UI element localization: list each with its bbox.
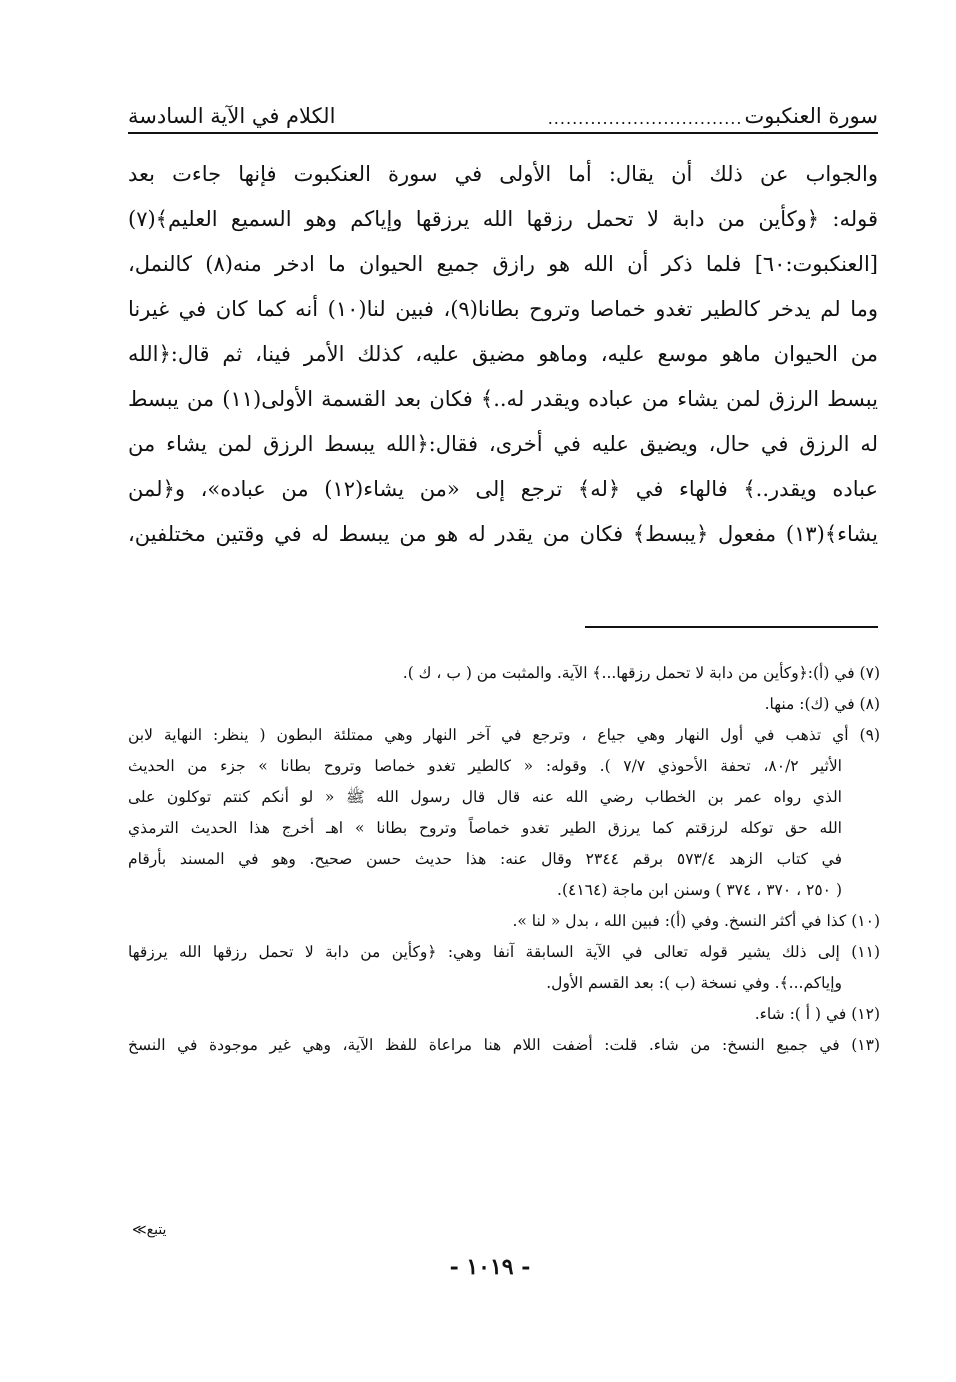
header-dot-leader: ................................: [547, 109, 743, 128]
running-header: [128, 92, 878, 134]
footnote-separator: [585, 626, 878, 628]
continued-marker: يتبع≫: [132, 1222, 167, 1238]
footnotes: [128, 658, 880, 1188]
footnote-line: (١٣) في جميع النسخ: من شاء. قلت: أضفت اللام هنا مراعاة للفظ الآية، وهي غير موجودة في النسخ: [128, 1036, 880, 1054]
footnote-line: وإياكم...﴾. وفي نسخة (ب ): بعد القسم الأول.: [546, 974, 842, 992]
main-text-line: والجواب عن ذلك أن يقال: أما الأولى في سورة العنكبوت فإنها جاءت بعد: [128, 162, 878, 186]
footnote-line: الذي رواه عمر بن الخطاب رضي الله عنه قال قال رسول الله ﷺ « لو أنكم كنتم توكلون على: [128, 788, 842, 806]
main-text-line: يبسط الرزق لمن يشاء من عباده ويقدر له..﴾ فكان بعد القسمة الأولى(١١) من يبسط: [128, 387, 878, 411]
footnote-10: [128, 906, 880, 937]
footnote-line: (١١) إلى ذلك يشير قوله تعالى في الآية السابقة آنفا وهي: ﴿وكأين من دابة لا تحمل رزقها الله يرزقها: [128, 943, 880, 961]
header-section-title: الكلام في الآية السادسة: [128, 104, 336, 128]
footnote-line: في كتاب الزهد ٥٧٣/٤ برقم ٢٣٤٤ وقال عنه: هذا حديث حسن صحيح. وهو في المسند بأرقام: [128, 850, 843, 868]
main-text-line: له الرزق في حال، ويضيق عليه في أخرى، فقال:﴿الله يبسط الرزق لمن يشاء من: [128, 432, 878, 456]
footnote-13: [128, 1030, 880, 1061]
footnote-8: [128, 689, 880, 720]
main-text-line: يشاء﴾(١٣) مفعول ﴿يبسط﴾ فكان من يقدر له هو من يبسط له في وقتين مختلفين،: [128, 522, 878, 546]
page-number: - ١٠١٩ -: [449, 1254, 531, 1280]
footnote-line: ( ٢٥٠ ، ٣٧٠ ، ٣٧٤ ) وسنن ابن ماجة (٤١٦٤).: [557, 881, 842, 899]
main-text-line: وما لم يدخر كالطير تغدو خماصا وتروح بطانا(٩)، فبين لنا(١٠) أنه كما كان في غيرنا: [128, 297, 878, 321]
main-text: [128, 152, 878, 612]
footnote-line: (١٠) كذا في أكثر النسخ. وفي (أ): فبين الله ، بدل « لنا ».: [512, 912, 880, 930]
footnote-9: [128, 720, 880, 906]
footnote-line: الأثير ٨٠/٢، تحفة الأحوذي ٧/٧ ). وقوله: « كالطير تغدو خماصا وتروح بطانا » جزء من الحديث: [128, 757, 842, 775]
header-surah-title: سورة العنكبوت: [744, 104, 878, 128]
footnote-line: (٩) أي تذهب في أول النهار وهي جياع ، وترجع في آخر النهار وهي ممتلئة البطون ( ينظر: النهاية لابن: [128, 726, 880, 744]
main-text-line: عباده ويقدر..﴾ فالهاء في ﴿له﴾ ترجع إلى «من يشاء(١٢) من عباده»، و﴿لمن: [128, 477, 878, 501]
main-text-line: من الحيوان ماهو موسع عليه، وماهو مضيق عليه، كذلك الأمر فينا، ثم قال:﴿الله: [128, 342, 878, 366]
footnote-12: [128, 999, 880, 1030]
main-text-line: [العنكبوت:٦٠] فلما ذكر أن الله هو رازق جميع الحيوان ما ادخر منه(٨) كالنمل،: [128, 252, 878, 276]
footnote-line: (٨) في (ك): منها.: [764, 695, 880, 713]
footnote-line: (١٢) في ( أ ): شاء.: [754, 1005, 880, 1023]
footnote-7: [128, 658, 880, 689]
footnote-line: (٧) في (أ):﴿وكأين من دابة لا تحمل رزقها...﴾ الآية. والمثبت من ( ب ، ك ).: [402, 664, 880, 682]
footnote-11: [128, 937, 880, 999]
footnote-line: الله حق توكله لرزقتم كما يرزق الطير تغدو خماصاً وتروح بطانا » اهـ أخرج هذا الحديث الترمذي: [128, 819, 842, 837]
main-text-line: قوله: ﴿وكأين من دابة لا تحمل رزقها الله يرزقها وإياكم وهو السميع العليم﴾(٧): [128, 207, 878, 231]
